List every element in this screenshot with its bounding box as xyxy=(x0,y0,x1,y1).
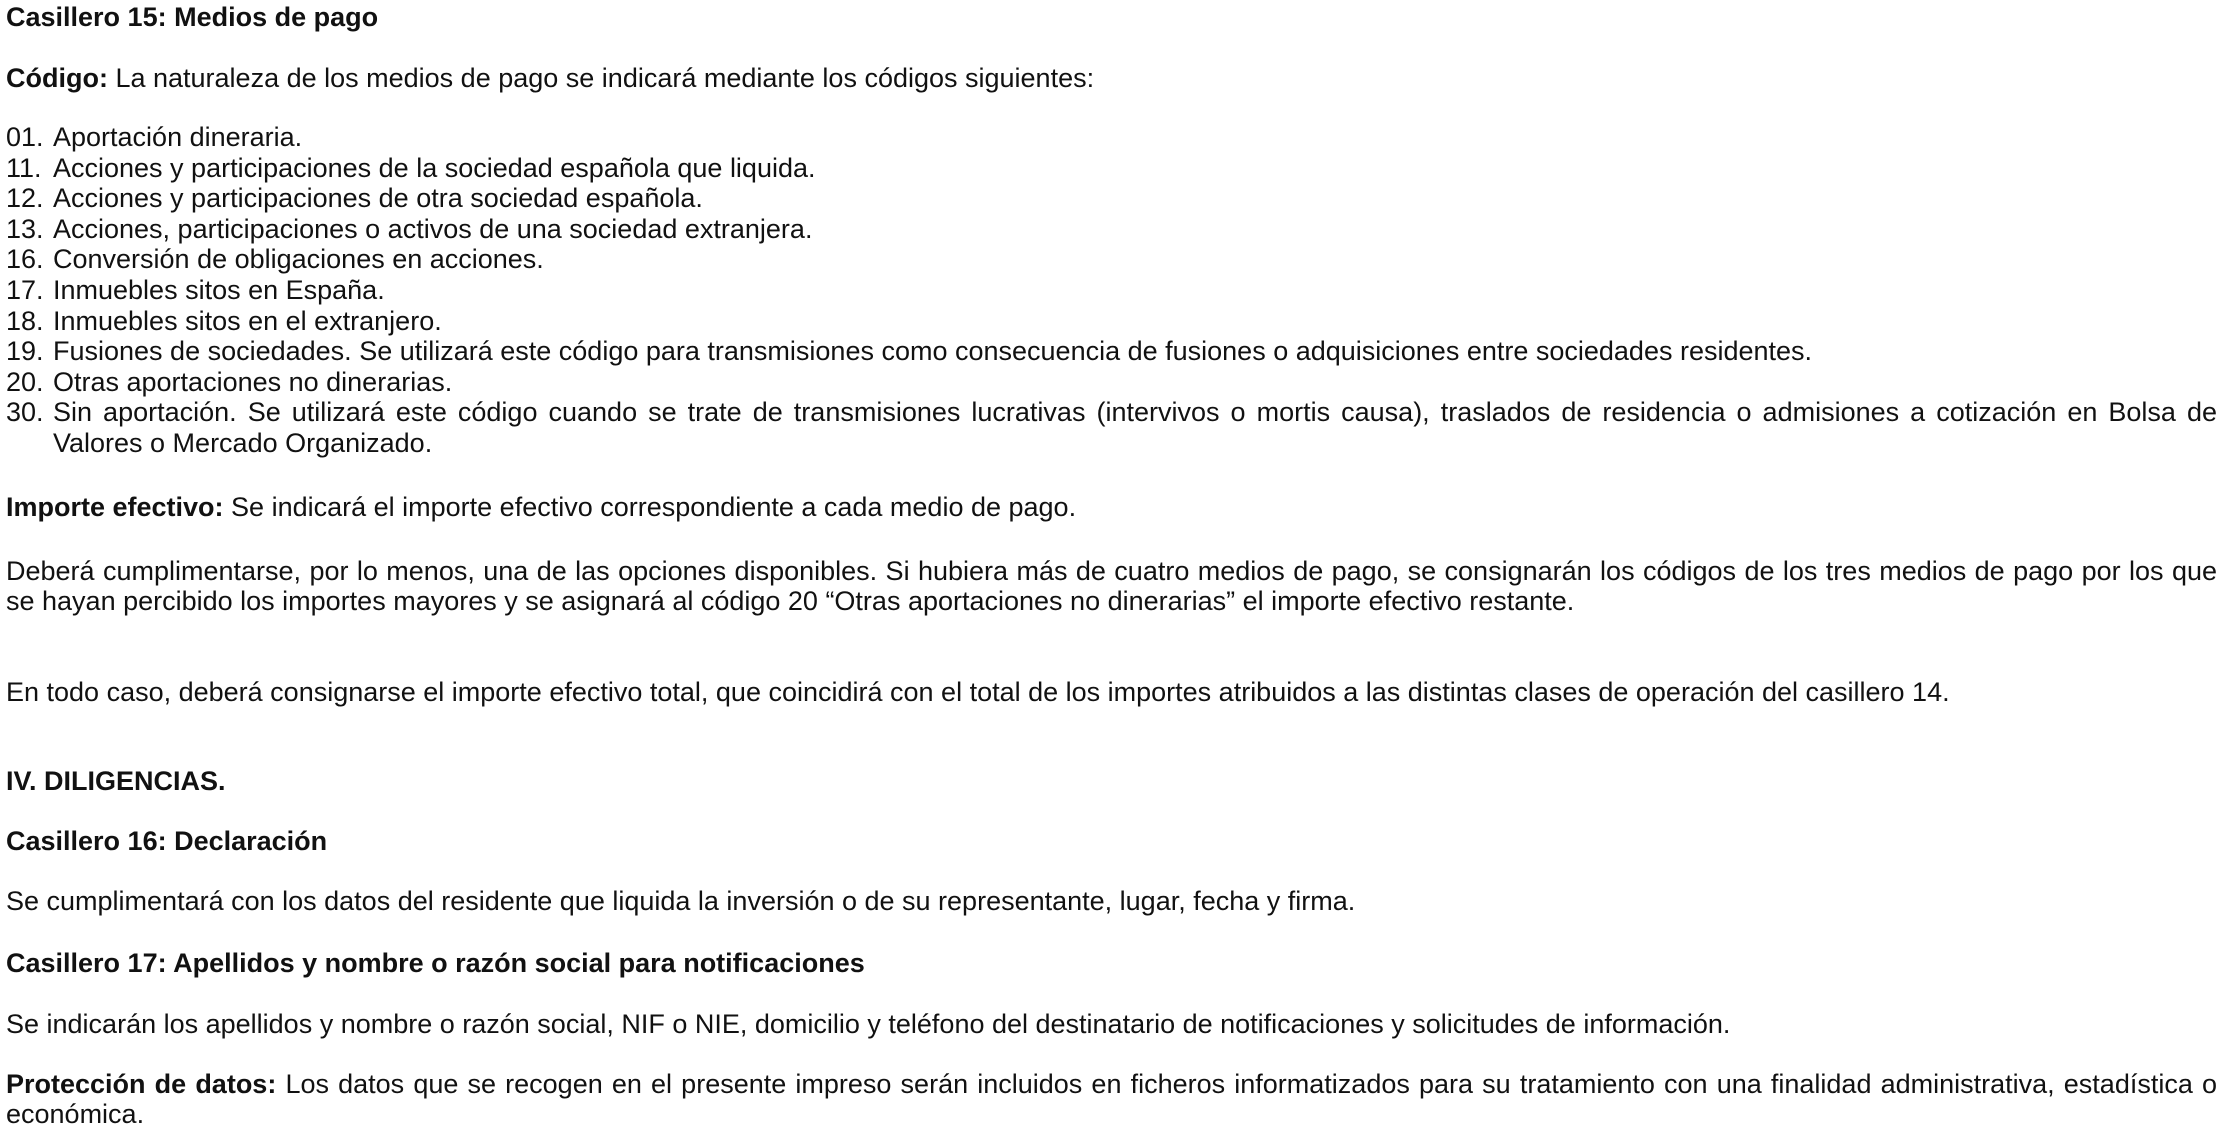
code-item-17 xyxy=(6,275,2217,306)
code-number: 16. xyxy=(6,244,44,275)
proteccion-label: Protección de datos: xyxy=(6,1069,277,1099)
code-number: 12. xyxy=(6,183,44,214)
code-text: Conversión de obligaciones en acciones. xyxy=(53,244,544,275)
codigo-text: La naturaleza de los medios de pago se indicará mediante los códigos siguientes: xyxy=(107,63,1095,93)
code-text: Sin aportación. Se utilizará este código cuando se trate de transmisiones lucrativas (intervivos o mortis causa), traslados de residencia o admisiones a cotización en Bolsa de Valores o Mercado Organizado. xyxy=(53,397,2217,458)
code-number: 01. xyxy=(6,122,44,152)
code-text: Inmuebles sitos en el extranjero. xyxy=(53,305,442,336)
code-text: Inmuebles sitos en España. xyxy=(53,274,385,305)
code-text: Otras aportaciones no dinerarias. xyxy=(53,366,453,397)
codigo-paragraph xyxy=(6,63,2217,93)
code-item-13 xyxy=(6,214,2217,245)
code-item-01 xyxy=(6,122,2217,153)
total-paragraph: En todo caso, deberá consignarse el importe efectivo total, que coincidirá con el total de los importes atribuidos a las distintas clases de operación del casillero 14. xyxy=(6,677,1950,707)
code-text: Fusiones de sociedades. Se utilizará este código para transmisiones como consecuencia de fusiones o adquisiciones entre sociedades residentes. xyxy=(53,336,1813,367)
casillero-16-heading: Casillero 16: Declaración xyxy=(6,826,328,856)
opciones-paragraph: Deberá cumplimentarse, por lo menos, una de las opciones disponibles. Si hubiera más de cuatro medios de pago, se consignarán los códigos de los tres medios de pago por los que se hayan percibido los importes mayores y se asignará al código 20 “Otras aportaciones no dinerarias” el importe efectivo restante. xyxy=(6,556,2217,616)
code-number: 17. xyxy=(6,274,44,305)
casillero-15-heading: Casillero 15: Medios de pago xyxy=(6,2,379,32)
code-number: 19. xyxy=(6,336,44,367)
importe-text: Se indicará el importe efectivo correspondiente a cada medio de pago. xyxy=(223,492,1077,522)
diligencias-heading: IV. DILIGENCIAS. xyxy=(6,766,226,796)
casillero-17-text: Se indicarán los apellidos y nombre o razón social, NIF o NIE, domicilio y teléfono del destinatario de notificaciones y solicitudes de información. xyxy=(6,1009,1731,1039)
code-item-12 xyxy=(6,183,2217,214)
code-item-11 xyxy=(6,153,2217,184)
codigo-label: Código: xyxy=(6,63,108,93)
proteccion-text: Los datos que se recogen en el presente impreso serán incluidos en ficheros informatizados para su tratamiento con una finalidad administrativa, estadística o económica. xyxy=(6,1069,2218,1129)
code-text: Acciones y participaciones de otra sociedad española. xyxy=(53,183,703,214)
code-item-16 xyxy=(6,244,2217,275)
code-item-19 xyxy=(6,336,2217,367)
code-item-30 xyxy=(6,397,2217,458)
casillero-16-text: Se cumplimentará con los datos del residente que liquida la inversión o de su representante, lugar, fecha y firma. xyxy=(6,886,1356,916)
proteccion-datos-paragraph xyxy=(6,1069,2217,1129)
code-text: Acciones y participaciones de la sociedad española que liquida. xyxy=(53,152,816,183)
code-number: 13. xyxy=(6,213,44,244)
code-text: Aportación dineraria. xyxy=(53,122,303,152)
importe-label: Importe efectivo: xyxy=(6,492,224,522)
code-number: 11. xyxy=(6,152,42,183)
code-item-20 xyxy=(6,367,2217,398)
code-item-18 xyxy=(6,306,2217,337)
importe-efectivo-paragraph xyxy=(6,492,2217,522)
code-text: Acciones, participaciones o activos de una sociedad extranjera. xyxy=(53,213,813,244)
payment-codes-list xyxy=(6,122,2217,459)
code-number: 18. xyxy=(6,305,44,336)
code-number: 20. xyxy=(6,366,44,397)
casillero-17-heading: Casillero 17: Apellidos y nombre o razón social para notificaciones xyxy=(6,948,865,978)
code-number: 30. xyxy=(6,397,44,428)
